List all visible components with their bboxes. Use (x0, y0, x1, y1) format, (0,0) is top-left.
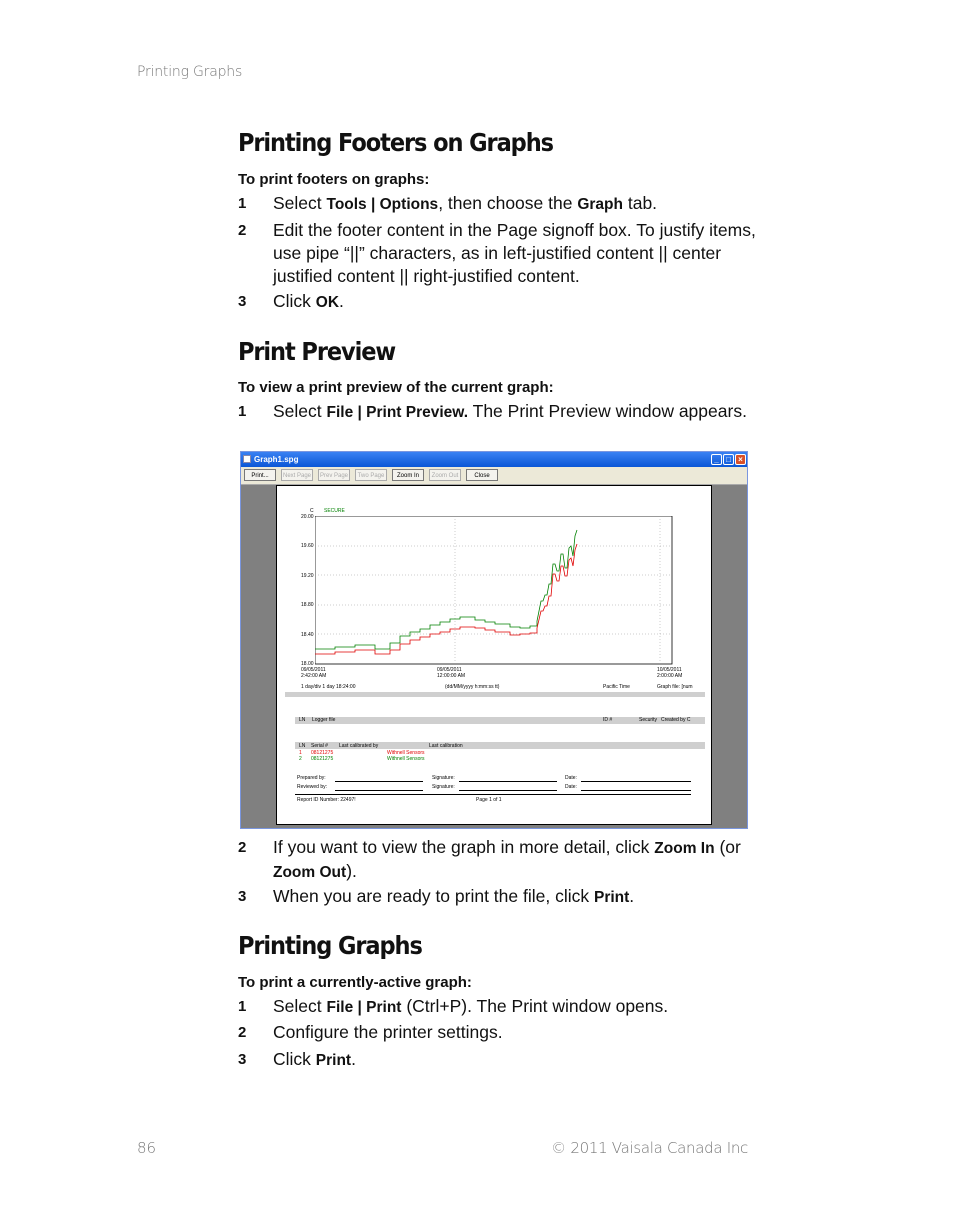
x-tick-time: 2:42:00 AM (301, 673, 327, 679)
reviewed-by-label: Reviewed by: (297, 784, 328, 790)
y-tick-label: 18.80 (301, 602, 314, 608)
section-title-printing-footers: Printing Footers on Graphs (238, 128, 553, 157)
graph-file-label: Graph file: [num (657, 684, 693, 690)
print-button[interactable]: Print... (244, 469, 276, 481)
step (238, 885, 758, 909)
next-page-button[interactable]: Next Page (281, 469, 313, 481)
step-text: . (629, 886, 635, 906)
procedure-title: To print a currently-active graph: (238, 974, 472, 991)
step (238, 995, 758, 1019)
sensor-calibrated-by-header: Last calibrated by (339, 743, 379, 749)
interval-label: 1 day/div 1 day 18:24:00 (301, 684, 356, 690)
unit-label: C (310, 508, 314, 514)
step-text: ). (346, 861, 357, 881)
ui-reference: Print (315, 1052, 352, 1069)
step-text: tab. (622, 193, 658, 213)
signoff-line (335, 790, 423, 791)
step-number: 3 (238, 888, 247, 905)
y-tick-label: 18.40 (301, 632, 314, 638)
step-text: , then choose the (438, 193, 578, 213)
ui-reference: Tools | Options (326, 196, 439, 213)
two-page-button[interactable]: Two Page (355, 469, 387, 481)
sensor-serial: 08121275 (311, 756, 334, 762)
minimize-icon[interactable]: _ (711, 454, 722, 465)
logger-security-header: Security (639, 717, 658, 723)
signature-label: Signature: (432, 784, 455, 790)
step-text: Edit the footer content in the Page signoff box. To justify items, use pipe “||” characters, as in left-justified content || center justified content || right-justified content. (273, 220, 756, 286)
step-text: If you want to view the graph in more detail, click (273, 837, 655, 857)
copyright: © 2011 Vaisala Canada Inc (551, 1139, 748, 1157)
gridlines (315, 516, 672, 664)
footer-rule (295, 794, 691, 795)
step-text: Configure the printer settings. (273, 1022, 503, 1042)
close-button[interactable]: Close (466, 469, 498, 481)
preview-page (276, 485, 712, 825)
status-label: SECURE (324, 508, 345, 514)
sensor-calibrated-by: Withnell Sensors (387, 750, 425, 756)
step-text: . (351, 1049, 356, 1069)
step (238, 836, 758, 884)
y-tick-label: 18.00 (301, 661, 314, 667)
preview-toolbar (241, 467, 747, 485)
x-tick-date: 09/05/2011 (437, 667, 462, 673)
step-text: The Print Preview window appears. (468, 401, 747, 421)
series-sensor-1 (315, 544, 577, 654)
step (238, 400, 758, 424)
step-text: . (339, 291, 344, 311)
running-head: Printing Graphs (137, 64, 243, 80)
step-text: Click (273, 1049, 316, 1069)
sensor-serial-header: Serial # (311, 743, 328, 749)
sensor-ln-header: LN (299, 743, 306, 749)
ui-reference: Graph (577, 196, 623, 213)
step-number: 1 (238, 403, 247, 420)
ui-reference: File | Print (326, 999, 402, 1016)
step-text: Select (273, 996, 327, 1016)
x-tick-time: 2:00:00 AM (657, 673, 683, 679)
date-label: Date: (565, 784, 577, 790)
ui-reference: OK (315, 294, 340, 311)
sensor-calibration-header: Last calibration (429, 743, 463, 749)
step-text: When you are ready to print the file, click (273, 886, 594, 906)
logger-ln-header: LN (299, 717, 306, 723)
step (238, 219, 758, 288)
step-text: Select (273, 193, 327, 213)
y-tick-label: 19.20 (301, 573, 314, 579)
timezone-label: Pacific Time (603, 684, 630, 690)
step (238, 290, 758, 314)
divider-band (285, 692, 705, 697)
graph-plot (315, 516, 675, 666)
y-tick-label: 19.60 (301, 543, 314, 549)
step-number: 3 (238, 293, 247, 310)
signoff-line (459, 781, 557, 782)
ui-reference: Print (593, 889, 630, 906)
sensor-ln: 1 (299, 750, 302, 756)
prev-page-button[interactable]: Prev Page (318, 469, 350, 481)
step-text: Click (273, 291, 316, 311)
procedure-title: To view a print preview of the current graph: (238, 379, 554, 396)
sensor-calibrated-by: Withnell Sensors (387, 756, 425, 762)
window-title-bar (241, 452, 747, 467)
logger-created-header: Created by C (661, 717, 691, 723)
page-number: 86 (137, 1139, 157, 1157)
date-label: Date: (565, 775, 577, 781)
ui-reference: Zoom Out (273, 864, 347, 881)
plot-frame (315, 516, 672, 664)
signoff-line (335, 781, 423, 782)
procedure-title: To print footers on graphs: (238, 171, 430, 188)
window-title: Graph1.spg (254, 455, 299, 464)
x-tick-date: 09/05/2011 (301, 667, 326, 673)
logger-file-header: Logger file (312, 717, 336, 723)
step (238, 1048, 758, 1072)
step-text: (Ctrl+P). The Print window opens. (401, 996, 669, 1016)
section-title-printing-graphs: Printing Graphs (238, 931, 422, 960)
step-number: 2 (238, 222, 247, 239)
ui-reference: Zoom In (654, 840, 715, 857)
ui-reference: File | Print Preview. (326, 404, 469, 421)
logger-id-header: ID # (603, 717, 613, 723)
step (238, 1021, 758, 1044)
report-id: Report ID Number: 22497! (297, 797, 356, 803)
step-text: (or (714, 837, 741, 857)
close-icon[interactable]: × (735, 454, 746, 465)
page-indicator: Page 1 of 1 (476, 797, 502, 803)
x-tick-date: 10/05/2011 (657, 667, 682, 673)
sensor-ln: 2 (299, 756, 302, 762)
signoff-line (581, 790, 691, 791)
zoom-out-button[interactable]: Zoom Out (429, 469, 461, 481)
step-number: 2 (238, 839, 247, 856)
step-number: 2 (238, 1024, 247, 1041)
signoff-line (581, 781, 691, 782)
app-icon (243, 455, 251, 463)
step-number: 3 (238, 1051, 247, 1068)
series-sensor-2 (315, 530, 577, 649)
zoom-in-button[interactable]: Zoom In (392, 469, 424, 481)
y-tick-label: 20.00 (301, 514, 314, 520)
signoff-line (459, 790, 557, 791)
signature-label: Signature: (432, 775, 455, 781)
step-number: 1 (238, 998, 247, 1015)
maximize-icon[interactable]: □ (723, 454, 734, 465)
prepared-by-label: Prepared by: (297, 775, 326, 781)
sensor-serial: 08121275 (311, 750, 334, 756)
x-tick-time: 12:00:00 AM (437, 673, 466, 679)
print-preview-window-screenshot (240, 451, 748, 829)
step-text: Select (273, 401, 327, 421)
step-number: 1 (238, 195, 247, 212)
step (238, 192, 758, 216)
section-title-print-preview: Print Preview (238, 337, 396, 366)
date-format-label: (dd/MM/yyyy h:mm:ss tt) (445, 684, 500, 690)
